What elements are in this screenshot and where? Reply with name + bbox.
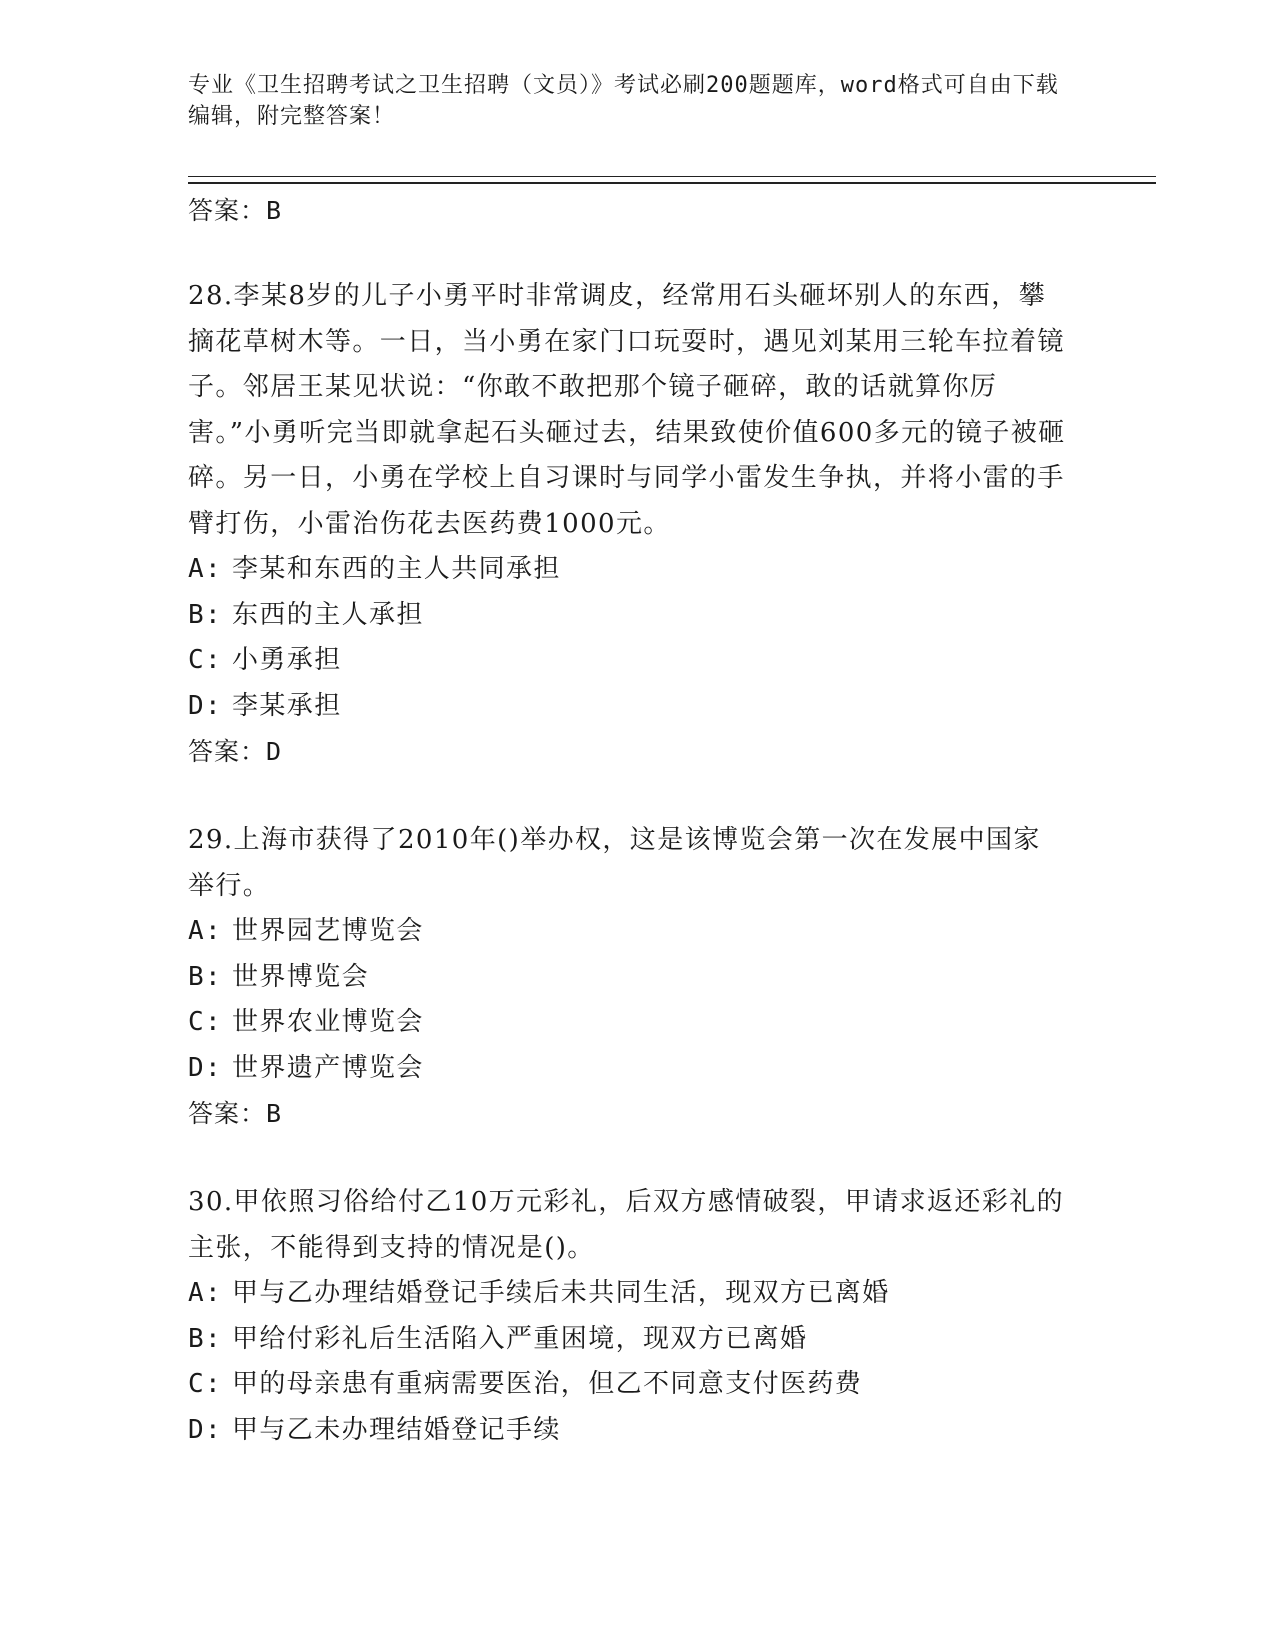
option-key: B: bbox=[188, 1323, 223, 1354]
answer-line: 答案：B bbox=[188, 1099, 283, 1128]
option-b bbox=[188, 593, 1068, 639]
option-key: B: bbox=[188, 961, 223, 992]
question-block bbox=[188, 818, 1068, 1137]
question-block bbox=[188, 274, 1068, 775]
header-divider bbox=[188, 176, 1156, 184]
question-stem: 30.甲依照习俗给付乙10万元彩礼，后双方感情破裂，甲请求返还彩礼的主张，不能得到支持的情况是()。 bbox=[188, 1187, 1065, 1263]
option-key: C: bbox=[188, 1007, 223, 1037]
option-key: A: bbox=[188, 554, 223, 584]
option-key: D: bbox=[188, 1052, 223, 1083]
option-text: 甲与乙未办理结婚登记手续 bbox=[232, 1414, 561, 1445]
option-text: 李某和东西的主人共同承担 bbox=[232, 554, 561, 584]
option-text: 甲给付彩礼后生活陷入严重困境，现双方已离婚 bbox=[232, 1323, 808, 1354]
question-stem: 28.李某8岁的儿子小勇平时非常调皮，经常用石头砸坏别人的东西，攀摘花草树木等。一日，当小勇在家门口玩耍时，遇见刘某用三轮车拉着镜子。邻居王某见状说：“你敢不敢把那个镜子砸碎，敢的话就算你厉害。”小勇听完当即就拿起石头砸过去，结果致使价值600多元的镜子被砸碎。另一日，小勇在学校上自习课时与同学小雷发生争执，并将小雷的手臂打伤，小雷治伤花去医药费1000元。 bbox=[188, 281, 1066, 539]
option-text: 世界遗产博览会 bbox=[232, 1052, 424, 1083]
answer-line: 答案：D bbox=[188, 737, 283, 766]
option-b bbox=[188, 955, 1068, 1001]
option-text: 李某承担 bbox=[232, 690, 342, 721]
document-body bbox=[188, 188, 1068, 1453]
option-d bbox=[188, 684, 1068, 730]
option-text: 甲的母亲患有重病需要医治，但乙不同意支付医药费 bbox=[232, 1369, 863, 1399]
option-key: A: bbox=[188, 1278, 223, 1308]
option-text: 东西的主人承担 bbox=[232, 599, 424, 630]
option-d bbox=[188, 1408, 1068, 1454]
option-b bbox=[188, 1317, 1068, 1363]
option-key: B: bbox=[188, 599, 223, 630]
option-c bbox=[188, 1362, 1068, 1408]
option-c bbox=[188, 638, 1068, 684]
answer-line: 答案：B bbox=[188, 196, 283, 225]
option-key: A: bbox=[188, 916, 223, 946]
question-stem: 29.上海市获得了2010年()举办权，这是该博览会第一次在发展中国家举行。 bbox=[188, 825, 1041, 901]
option-d bbox=[188, 1046, 1068, 1092]
option-text: 甲与乙办理结婚登记手续后未共同生活，现双方已离婚 bbox=[232, 1278, 890, 1308]
option-a bbox=[188, 547, 1068, 593]
option-c bbox=[188, 1000, 1068, 1046]
option-key: C: bbox=[188, 1369, 223, 1399]
option-text: 世界园艺博览会 bbox=[232, 916, 424, 946]
option-text: 世界博览会 bbox=[232, 961, 370, 992]
option-a bbox=[188, 909, 1068, 955]
option-key: D: bbox=[188, 1414, 223, 1445]
option-text: 小勇承担 bbox=[232, 645, 342, 675]
page-header: 专业《卫生招聘考试之卫生招聘（文员）》考试必刷200题题库，word格式可自由下载编辑，附完整答案！ bbox=[188, 73, 1059, 129]
option-key: D: bbox=[188, 690, 223, 721]
question-block bbox=[188, 1180, 1068, 1453]
option-text: 世界农业博览会 bbox=[232, 1007, 424, 1037]
option-key: C: bbox=[188, 645, 223, 675]
option-a bbox=[188, 1271, 1068, 1317]
